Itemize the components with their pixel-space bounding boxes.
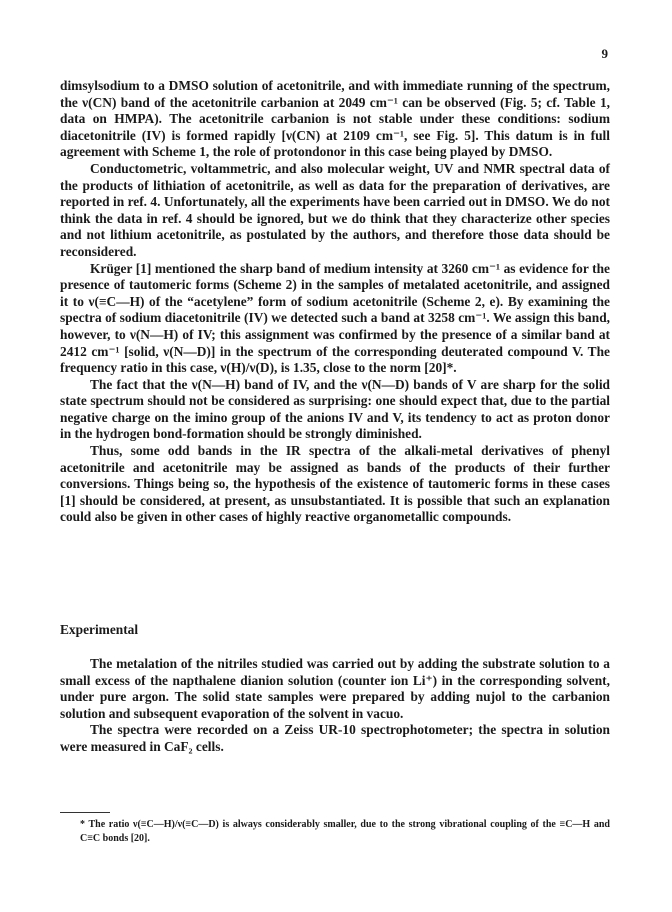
section-heading-experimental: Experimental (60, 622, 139, 637)
paragraph-4: The fact that the ν(N—H) band of IV, and the ν(N—D) bands of V are sharp for the solid state spectrum should not be considered as surprising: one should expect that, due to the partial negative charge on the imino group of the anions IV and V, its tendency to act as proton donor in the hydrogen bond-formation should be strongly diminished. (60, 376, 610, 442)
body-text (60, 78, 610, 526)
experimental-paragraph-1: The metalation of the nitriles studied was carried out by adding the substrate solution to a small excess of the napthalene dianion solution (counter ion Li⁺) in the corresponding solvent, under pure argon. The solid state samples were prepared by adding nujol to the carbanion solution and subsequent evaporation of the solvent in vacuo. (60, 656, 610, 721)
experimental-paragraph-2: The spectra were recorded on a Zeiss UR-10 spectrophotometer; the spectra in solution were measured in CaF₂ cells. (60, 722, 610, 754)
experimental-section (60, 656, 610, 756)
paragraph-5: Thus, some odd bands in the IR spectra of the alkali-metal derivatives of phenyl acetonitrile and acetonitrile may be assigned as bands of the products of their further conversions. Things being so, the hypothesis of the existence of tautomeric forms in these cases [1] should be considered, at present, as unsubstantiated. It is possible that such an explanation could also be given in other cases of highly reactive organometallic compounds. (60, 443, 610, 525)
paragraph-1: dimsylsodium to a DMSO solution of acetonitrile, and with immediate running of the spectrum, the ν(CN) band of the acetonitrile carbanion at 2049 cm⁻¹ can be observed (Fig. 5; cf. Table 1, data on HMPA). The acetonitrile carbanion is not stable under these conditions: sodium diacetonitrile (IV) is formed rapidly [ν(CN) at 2109 cm⁻¹, see Fig. 5]. This datum is in full agreement with Scheme 1, the role of protondonor in this case being played by DMSO. (60, 78, 610, 160)
footnote-divider (60, 812, 110, 813)
paragraph-3: Krüger [1] mentioned the sharp band of medium intensity at 3260 cm⁻¹ as evidence for the presence of tautomeric forms (Scheme 2) in the samples of metalated acetonitrile, and assigned it to ν(≡C—H) of the “acetylene” form of sodium acetonitrile (Scheme 2, e). By examining the spectra of sodium diacetonitrile (IV) we detected such a band at 3258 cm⁻¹. We assign this band, however, to ν(N—H) of IV; this assignment was confirmed by the presence of a similar band at 2412 cm⁻¹ [solid, ν(N—D)] in the spectrum of the corresponding deuterated compound V. The frequency ratio in this case, ν(H)/ν(D), is 1.35, close to the norm [20]*. (60, 260, 610, 376)
footnote: * The ratio ν(≡C—H)/ν(≡C—D) is always considerably smaller, due to the strong vibrational coupling of the ≡C—H and C≡C bonds [20]. (80, 819, 610, 844)
paragraph-2: Conductometric, voltammetric, and also molecular weight, UV and NMR spectral data of the products of lithiation of acetonitrile, as well as data for the preparation of derivatives, are reported in ref. 4. Unfortunately, all the experiments have been carried out in DMSO. We do not think the data in ref. 4 should be ignored, but we do think that they characterize other species and not lithium acetonitrile, as postulated by the authors, and therefore those data should be reconsidered. (60, 160, 610, 259)
page-number: 9 (601, 46, 608, 61)
